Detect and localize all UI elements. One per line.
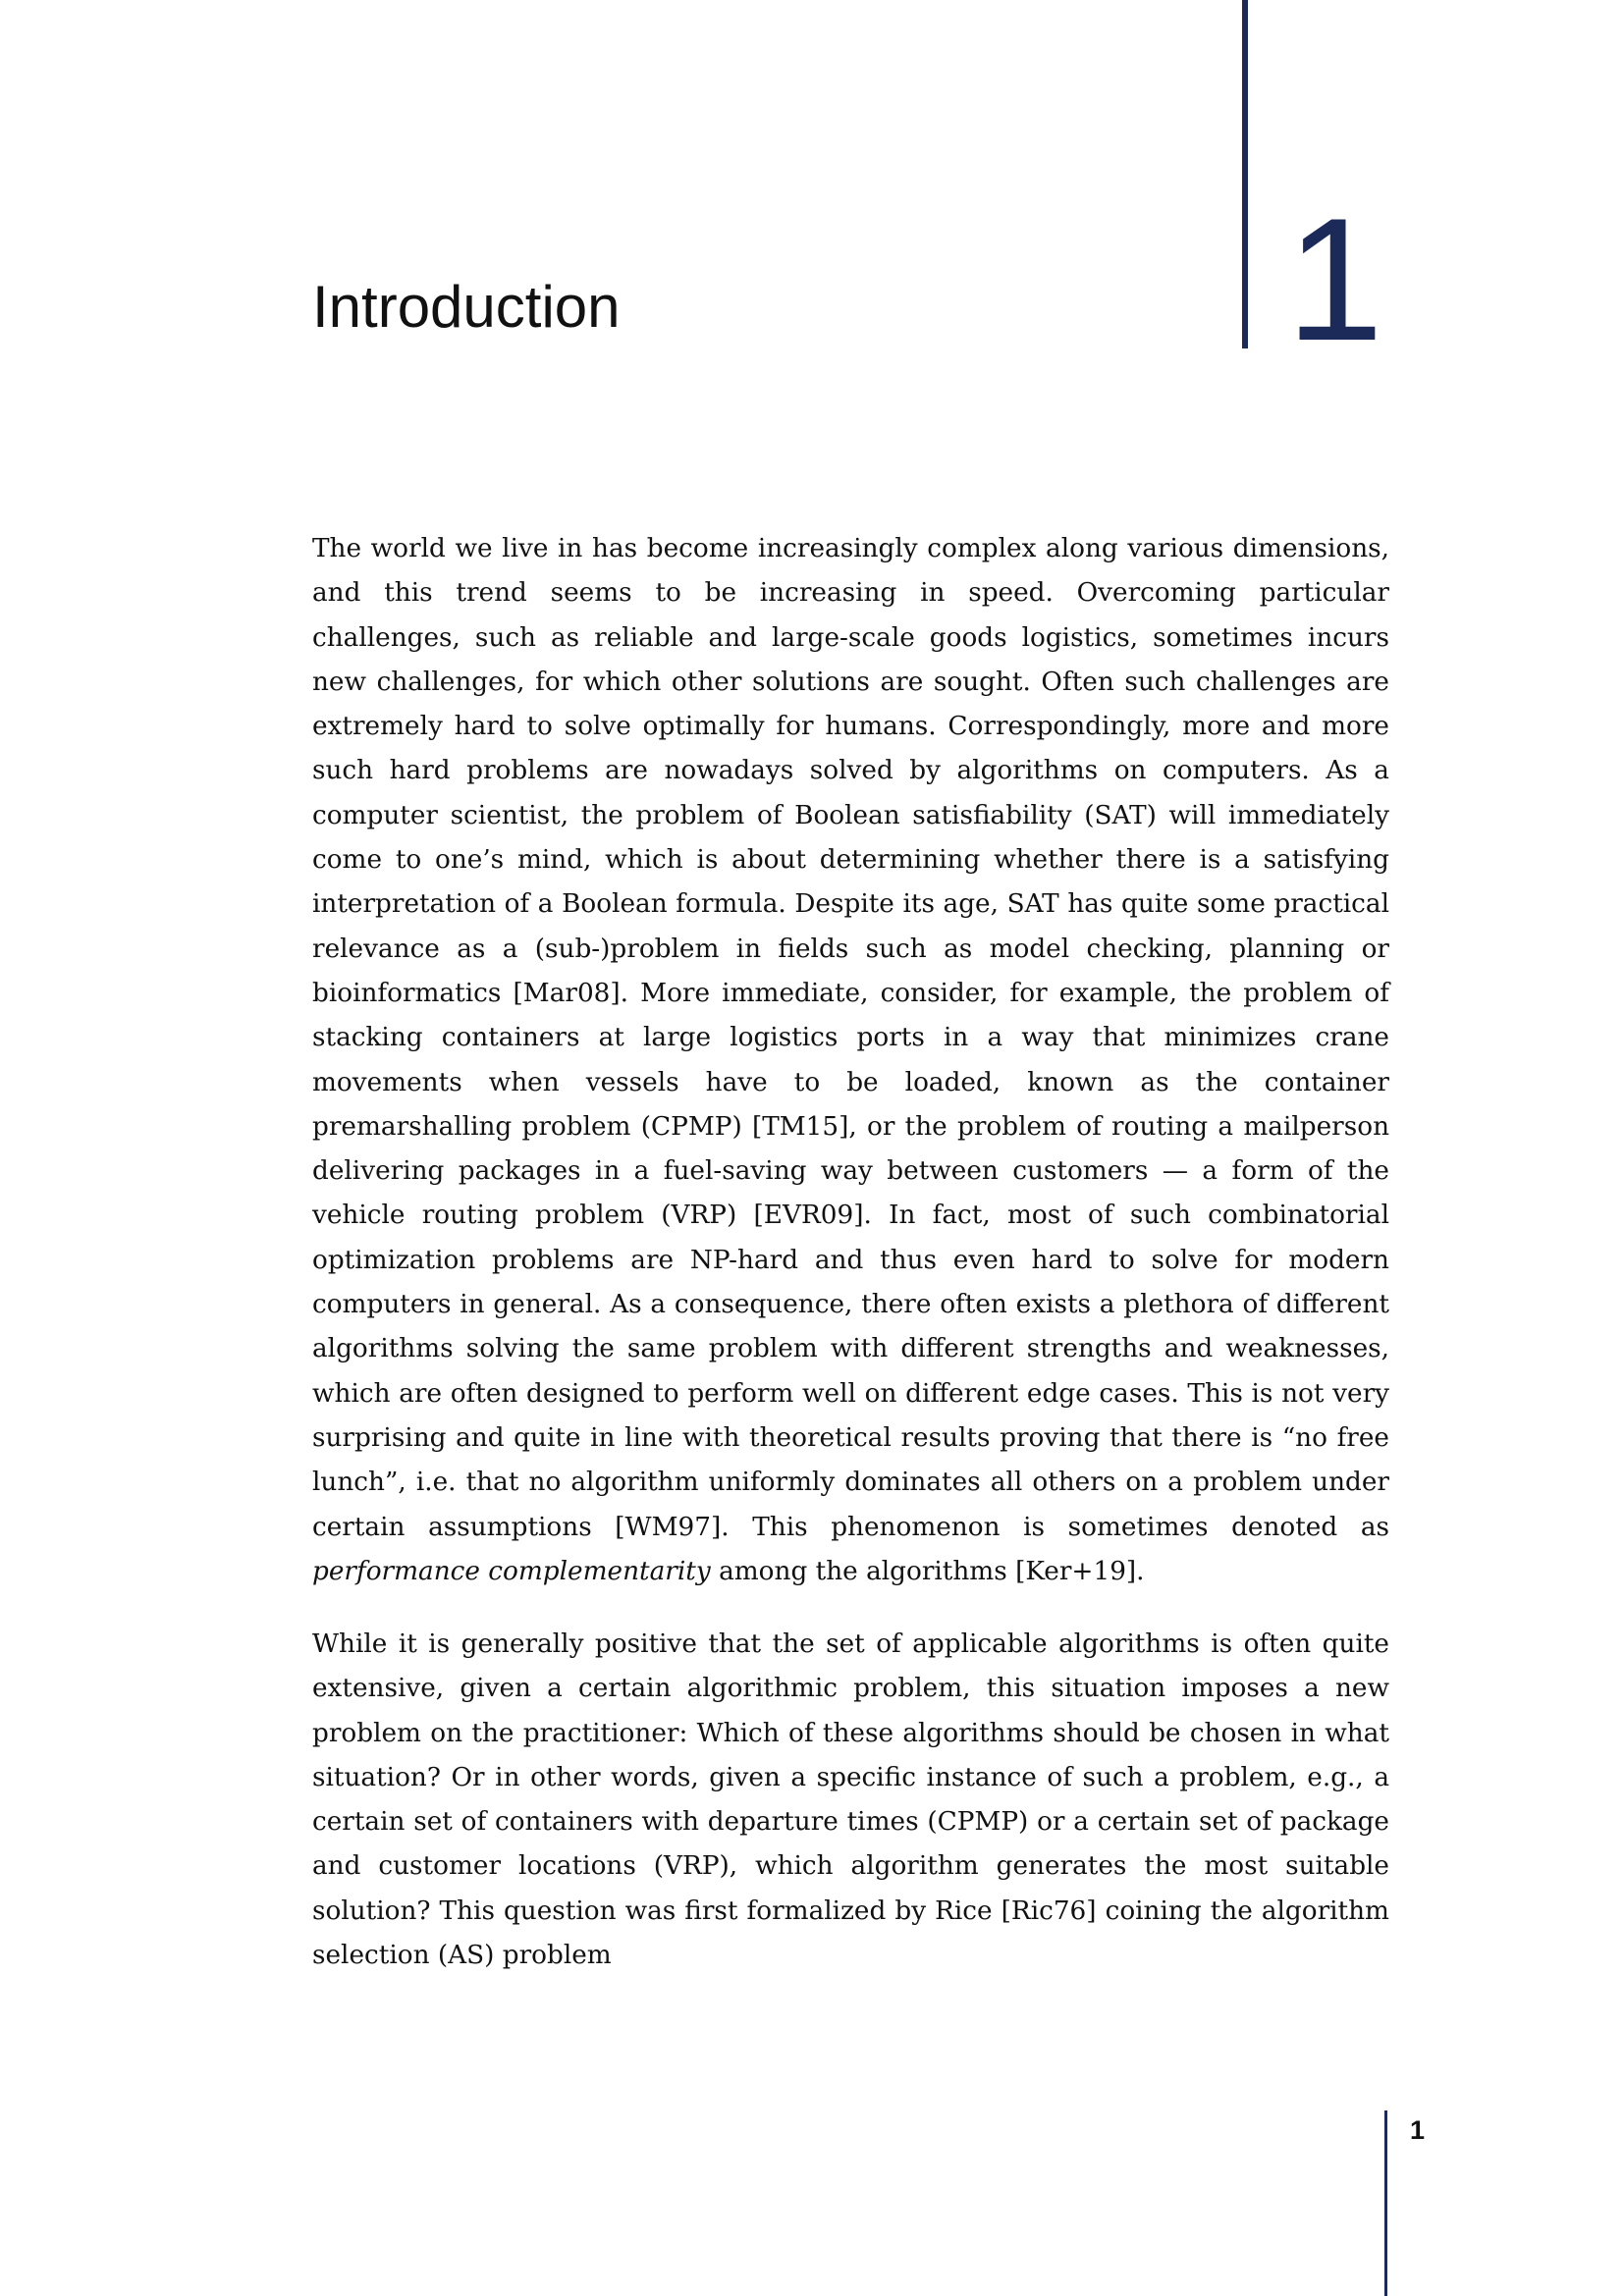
paragraph-1-text-after: among the algorithms [Ker+19]. — [719, 1556, 1145, 1586]
chapter-rule — [1242, 0, 1248, 348]
emphasis-term: performance complementarity — [312, 1556, 711, 1586]
chapter-number: 1 — [1286, 182, 1383, 377]
body-paragraph-2: While it is generally positive that the set of applicable algorithms is often quite extensive, given a certain algorithmic problem, this situation imposes a new problem on the practitioner: Which of these algorithms should be chosen in what situation? Or in other words, given a specific instance of such a problem, e.g., a certain set of containers with departure times (CPMP) or a certain set of package and customer locations (VRP), which algorithm generates the most suitable solution? This question was first formalized by Rice [Ric76] coining the algorithm selection (AS) problem — [312, 1629, 1389, 1971]
paragraph-1-text-before: The world we live in has become increasingly complex along various dimensions, and this trend seems to be increasing in speed. Overcoming particular challenges, such as reliable and large-scale goods logistics, sometimes incurs new challenges, for which other solutions are sought. Often such challenges are extremely hard to solve optimally for humans. Correspondingly, more and more such hard problems are nowadays solved by algorithms on computers. As a computer scientist, the problem of Boolean satisfiability (SAT) will immediately come to one’s mind, which is about determining whether there is a satisfying interpretation of a Boolean formula. Despite its age, SAT has quite some practical relevance as a (sub-)problem in fields such as model checking, planning or bioinformatics [Mar08]. More immediate, consider, for example, the problem of stacking containers at large logistics ports in a way that minimizes crane movements when vessels have to be loaded, known as the container premarshalling problem (CPMP) [TM15], or the problem of routing a mailperson delivering packages in a fuel-saving way between customers — a form of the vehicle routing problem (VRP) [EVR09]. In fact, most of such combinatorial optimization problems are NP-hard and thus even hard to solve for modern computers in general. As a consequence, there often exists a plethora of different algorithms solving the same problem with different strengths and weaknesses, which are often designed to perform well on different edge cases. This is not very surprising and quite in line with theoretical results proving that there is “no free lunch”, i.e. that no algorithm uniformly dominates all others on a problem under certain assumptions [WM97]. This phenomenon is sometimes denoted as — [312, 534, 1389, 1542]
footer-rule — [1384, 2110, 1387, 2296]
chapter-title: Introduction — [312, 274, 621, 340]
body-paragraph-1 — [312, 527, 1389, 1594]
page-number: 1 — [1410, 2115, 1426, 2145]
